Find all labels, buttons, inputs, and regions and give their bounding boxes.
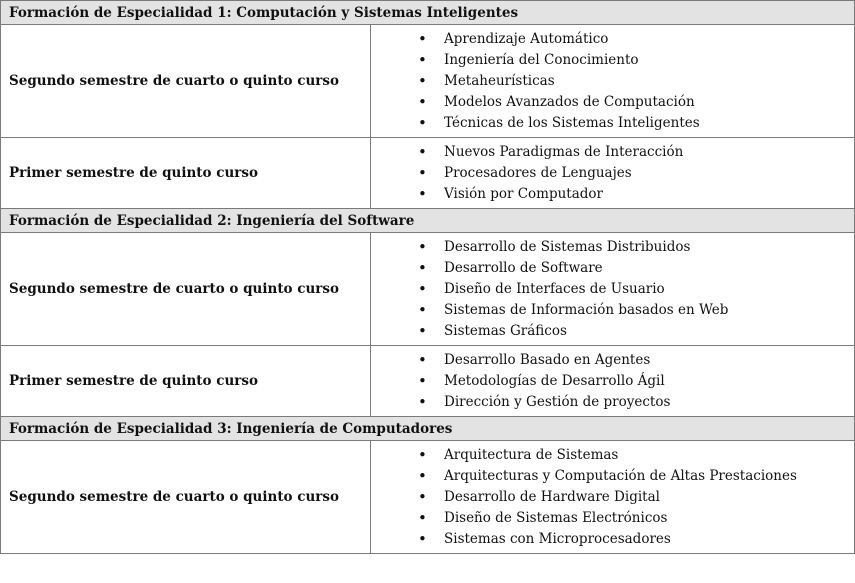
term-label: Segundo semestre de cuarto o quinto curso	[1, 233, 371, 346]
list-item: • Sistemas Gráficos	[371, 321, 854, 342]
table-row	[1, 138, 855, 209]
section-title: Formación de Especialidad 2: Ingeniería del Software	[1, 209, 855, 233]
list-item: • Ingeniería del Conocimiento	[371, 50, 854, 71]
table-row	[1, 25, 855, 138]
list-item: • Metodologías de Desarrollo Ágil	[371, 371, 854, 392]
subject-list	[371, 346, 854, 416]
list-item: • Diseño de Interfaces de Usuario	[371, 279, 854, 300]
subjects-cell	[371, 233, 855, 346]
term-label: Segundo semestre de cuarto o quinto curso	[1, 25, 371, 138]
list-item: • Modelos Avanzados de Computación	[371, 92, 854, 113]
table-row	[1, 233, 855, 346]
section-header	[1, 1, 855, 25]
list-item: • Dirección y Gestión de proyectos	[371, 392, 854, 413]
term-label: Primer semestre de quinto curso	[1, 138, 371, 209]
term-label: Primer semestre de quinto curso	[1, 346, 371, 417]
table-row	[1, 441, 855, 554]
list-item: • Sistemas de Información basados en Web	[371, 300, 854, 321]
section-title: Formación de Especialidad 3: Ingeniería de Computadores	[1, 417, 855, 441]
list-item: • Arquitectura de Sistemas	[371, 445, 854, 466]
list-item: • Desarrollo Basado en Agentes	[371, 350, 854, 371]
list-item: • Técnicas de los Sistemas Inteligentes	[371, 113, 854, 134]
list-item: • Nuevos Paradigmas de Interacción	[371, 142, 854, 163]
term-label: Segundo semestre de cuarto o quinto curso	[1, 441, 371, 554]
subject-list	[371, 233, 854, 345]
list-item: • Arquitecturas y Computación de Altas Prestaciones	[371, 466, 854, 487]
subjects-cell	[371, 138, 855, 209]
subject-list	[371, 138, 854, 208]
subject-list	[371, 441, 854, 553]
section-header	[1, 209, 855, 233]
list-item: • Desarrollo de Software	[371, 258, 854, 279]
section-header	[1, 417, 855, 441]
section-title: Formación de Especialidad 1: Computación y Sistemas Inteligentes	[1, 1, 855, 25]
list-item: • Desarrollo de Sistemas Distribuidos	[371, 237, 854, 258]
subjects-cell	[371, 441, 855, 554]
table-row	[1, 346, 855, 417]
subjects-cell	[371, 25, 855, 138]
list-item: • Procesadores de Lenguajes	[371, 163, 854, 184]
subjects-cell	[371, 346, 855, 417]
list-item: • Aprendizaje Automático	[371, 29, 854, 50]
list-item: • Diseño de Sistemas Electrónicos	[371, 508, 854, 529]
subject-list	[371, 25, 854, 137]
list-item: • Sistemas con Microprocesadores	[371, 529, 854, 550]
list-item: • Visión por Computador	[371, 184, 854, 205]
list-item: • Desarrollo de Hardware Digital	[371, 487, 854, 508]
list-item: • Metaheurísticas	[371, 71, 854, 92]
